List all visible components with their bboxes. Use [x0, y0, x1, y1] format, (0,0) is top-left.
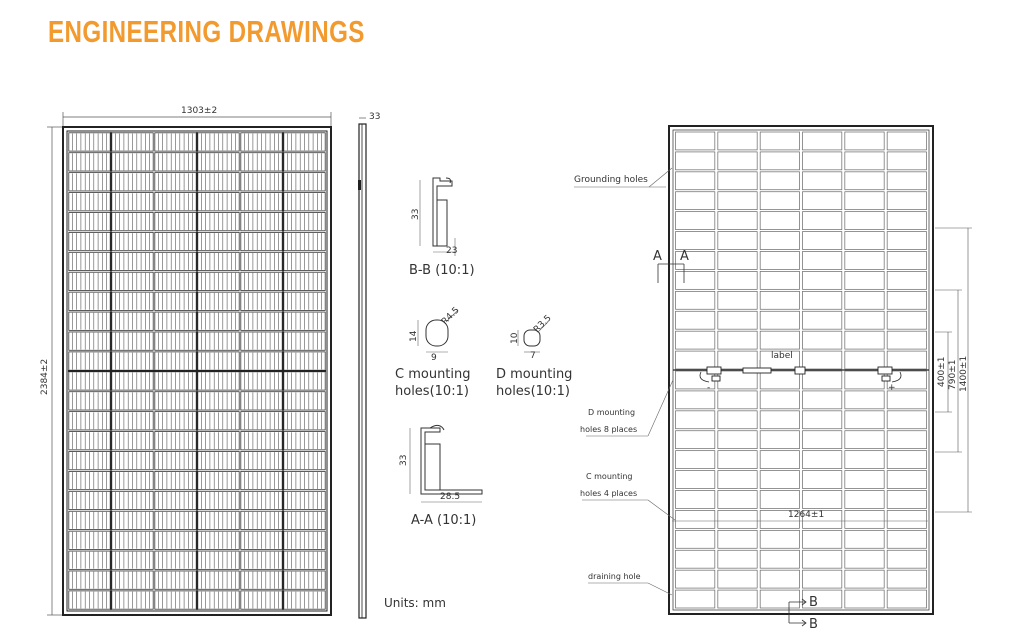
dim-790-label: 790±1 [948, 359, 958, 390]
section-b-marker-bottom: B [809, 617, 818, 632]
side-view-frame [358, 118, 366, 618]
section-bb-width-label: 23 [446, 246, 458, 256]
section-aa-profile [410, 425, 482, 502]
grounding-holes-label: Grounding holes [574, 175, 648, 185]
c-mounting-places-line1: C mounting [586, 472, 633, 481]
c-mounting-caption-line2: holes(10:1) [395, 384, 469, 399]
draining-hole-label: draining hole [588, 572, 641, 581]
front-view-panel [63, 127, 331, 615]
d-mounting-caption-line2: holes(10:1) [496, 384, 570, 399]
dim-1400-label: 1400±1 [959, 355, 969, 392]
c-mounting-width-label: 9 [431, 353, 437, 363]
d-mounting-height-label: 10 [510, 332, 520, 344]
section-b-marker-top: B [809, 595, 818, 610]
dim-400-label: 400±1 [937, 356, 947, 387]
section-bb-height-label: 33 [411, 208, 421, 220]
section-aa-height-label: 33 [399, 454, 409, 466]
rear-label-tag: label [771, 351, 793, 361]
c-mounting-caption-line1: C mounting [395, 367, 471, 382]
front-height-dim-label: 2384±2 [40, 358, 50, 395]
section-a-marker-left: A [653, 249, 662, 264]
section-bb-caption: B-B (10:1) [409, 263, 475, 278]
section-aa-width-label: 28.5 [440, 492, 461, 502]
d-mounting-radius-label: R3.5 [532, 313, 554, 336]
section-bb-profile [420, 178, 458, 256]
front-width-dim-label: 1303±2 [181, 106, 218, 116]
d-mounting-places-line2: holes 8 places [580, 425, 638, 434]
page-title: ENGINEERING DRAWINGS [48, 14, 365, 49]
d-mounting-caption-line1: D mounting [496, 367, 573, 382]
rear-width-dim-label: 1264±1 [788, 510, 825, 520]
c-mounting-radius-label: R4.5 [440, 305, 462, 328]
units-label: Units: mm [384, 596, 446, 610]
d-mounting-width-label: 7 [530, 351, 536, 361]
d-mounting-places-line1: D mounting [588, 408, 636, 417]
c-mounting-places-line2: holes 4 places [580, 489, 638, 498]
negative-terminal-sign: - [707, 383, 711, 393]
section-aa-caption: A-A (10:1) [411, 513, 477, 528]
positive-terminal-sign: + [888, 383, 896, 393]
c-mounting-height-label: 14 [409, 330, 419, 342]
section-a-marker-right: A [680, 249, 689, 264]
side-thickness-dim-label: 33 [369, 112, 381, 122]
